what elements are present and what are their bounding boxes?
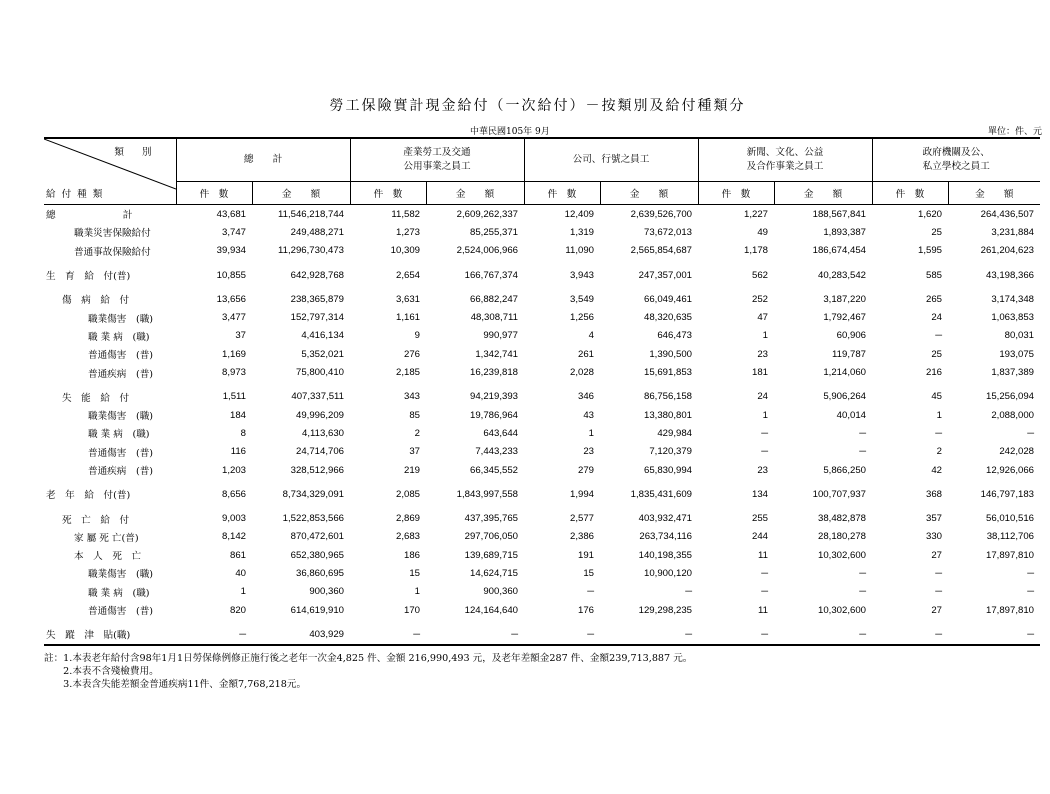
row-label: 老 年 給 付(普) [46, 490, 131, 502]
count-cell: ─ [935, 330, 942, 342]
corner-category-label: 類別 [114, 147, 170, 158]
amount-cell: 1,893,387 [823, 226, 866, 238]
count-cell: 255 [751, 513, 768, 525]
amount-cell: 14,624,715 [469, 567, 518, 579]
footnote-line: 3.本表含失能差額金普通疾病11件、金額7,768,218元。 [44, 679, 307, 690]
table-row [44, 583, 1040, 601]
count-cell: ─ [176, 625, 252, 644]
amount-cell: 140,198,355 [638, 549, 692, 561]
count-cell: 43 [583, 409, 594, 421]
amount-cell: 3,231,884 [991, 226, 1034, 238]
amount-cell: 247,357,001 [638, 269, 692, 281]
count-cell: 134 [751, 488, 768, 500]
amount-cell: 2,088,000 [991, 409, 1034, 421]
count-cell: 585 [925, 269, 942, 281]
report-period: 中華民國105年 9月 [470, 127, 550, 137]
amount-cell: 2,609,262,337 [456, 208, 518, 220]
row-label: 傷 病 給 付 [62, 295, 130, 307]
amount-cell: 36,860,695 [295, 567, 344, 579]
count-cell: 2,654 [395, 269, 420, 281]
amount-cell: 66,882,247 [469, 293, 518, 305]
count-cell: 1,169 [221, 348, 246, 360]
count-cell: 357 [925, 513, 942, 525]
count-cell: 562 [751, 269, 768, 281]
count-cell: ─ [761, 567, 768, 579]
table-row [44, 601, 1040, 619]
amount-cell: 16,239,818 [469, 367, 518, 379]
footnotes [44, 652, 692, 691]
amount-cell: 119,787 [832, 348, 866, 360]
amount-cell: 12,926,066 [985, 464, 1034, 476]
table-row [44, 290, 1040, 308]
count-cell: 49 [757, 226, 768, 238]
table-row [44, 564, 1040, 582]
amount-cell: 263,734,116 [639, 531, 692, 543]
amount-cell: 94,219,393 [469, 391, 518, 403]
count-cell: 3,943 [569, 269, 594, 281]
count-cell: 1 [414, 586, 420, 598]
count-cell: 3,477 [221, 312, 246, 324]
count-cell: 276 [403, 348, 420, 360]
count-header: 件 數 [524, 182, 600, 205]
amount-cell: 5,906,264 [823, 391, 866, 403]
table-row [44, 308, 1040, 326]
amount-cell: 643,644 [483, 427, 518, 439]
count-cell: 8 [240, 427, 246, 439]
table-row [44, 363, 1040, 381]
amount-cell: 129,298,235 [638, 604, 692, 616]
amount-cell: 10,900,120 [643, 567, 692, 579]
count-cell: 186 [403, 549, 420, 561]
count-cell: 1 [240, 586, 246, 598]
count-cell: 23 [583, 446, 594, 458]
table-row [44, 509, 1040, 527]
row-label: 職業傷害 (職) [88, 411, 154, 423]
amount-cell: 429,984 [657, 427, 692, 439]
table-row [44, 461, 1040, 479]
count-header: 件 數 [698, 182, 774, 205]
count-cell: 11 [758, 604, 768, 616]
amount-cell: 249,488,271 [290, 226, 344, 238]
count-cell: ─ [935, 427, 942, 439]
amount-cell: 1,522,853,566 [282, 513, 344, 525]
count-cell: 1,319 [569, 226, 594, 238]
amount-cell: 5,866,250 [823, 464, 866, 476]
count-cell: 42 [931, 464, 942, 476]
amount-cell: 642,928,768 [290, 269, 344, 281]
count-cell: 1,203 [221, 464, 246, 476]
count-header: 件 數 [350, 182, 426, 205]
count-cell: 27 [931, 549, 942, 561]
row-label: 普通疾病 (普) [88, 466, 154, 477]
count-cell: 4 [588, 330, 594, 342]
amount-cell: 146,797,183 [980, 488, 1034, 500]
table-row [44, 406, 1040, 424]
table-row [44, 485, 1040, 503]
corner-payment-label: 給付種類 [46, 189, 109, 200]
count-cell: 346 [577, 391, 594, 403]
count-cell: 24 [931, 312, 942, 324]
amount-cell: 24,714,706 [295, 446, 344, 458]
amount-cell: 17,897,810 [985, 549, 1034, 561]
count-cell: 25 [931, 348, 942, 360]
amount-cell: 80,031 [1004, 330, 1034, 342]
amount-cell: 646,473 [657, 330, 692, 342]
group-header: 總 計 [176, 138, 350, 182]
group-header: 政府機關及公、 私立學校之員工 [872, 138, 1040, 182]
row-label: 生 育 給 付(普) [46, 271, 131, 283]
group-header: 新聞、文化、公益 及合作事業之員工 [698, 138, 872, 182]
unit-label: 單位：件、元 [987, 127, 1042, 137]
amount-cell: 10,302,600 [817, 549, 866, 561]
amount-header: 金 額 [774, 182, 872, 205]
count-cell: 1 [762, 409, 768, 421]
amount-cell: 40,014 [836, 409, 866, 421]
footnote-line: 2.本表不含殘檢費用。 [44, 666, 159, 677]
amount-cell: ─ [859, 446, 866, 458]
amount-cell: 152,797,314 [290, 312, 344, 324]
amount-cell: 2,565,854,687 [630, 245, 692, 257]
amount-cell: 5,352,021 [301, 348, 344, 360]
row-label: 本 人 死 亡 [74, 551, 142, 563]
count-cell: 265 [925, 293, 942, 305]
row-label: 死 亡 給 付 [62, 514, 130, 526]
benefits-table [44, 137, 1040, 646]
count-cell: 191 [577, 549, 594, 561]
amount-cell: 73,672,013 [643, 226, 692, 238]
row-label: 普通傷害 (普) [88, 350, 154, 362]
amount-cell: 186,674,454 [812, 245, 866, 257]
count-cell: 9 [414, 330, 420, 342]
report-title: 勞工保險實計現金給付（一次給付）－按類別及給付種類分 [329, 98, 746, 114]
count-cell: 820 [229, 604, 246, 616]
amount-cell: 85,255,371 [469, 226, 518, 238]
amount-cell: 1,063,853 [991, 312, 1034, 324]
count-cell: 15 [583, 567, 594, 579]
table-row [44, 266, 1040, 284]
count-cell: 1,994 [569, 488, 594, 500]
amount-cell: ─ [1027, 427, 1034, 439]
amount-cell: 7,443,233 [475, 446, 518, 458]
amount-cell: 10,302,600 [817, 604, 866, 616]
count-cell: 27 [931, 604, 942, 616]
amount-cell: 38,112,706 [986, 531, 1034, 543]
count-cell: ─ [524, 625, 600, 644]
amount-cell: 2,524,006,966 [456, 245, 518, 257]
count-cell: 330 [925, 531, 942, 543]
amount-cell: 870,472,601 [290, 531, 344, 543]
count-cell: 23 [757, 348, 768, 360]
amount-cell: 11,296,730,473 [278, 245, 344, 257]
table-row [44, 205, 1040, 224]
amount-cell: 3,174,348 [991, 293, 1034, 305]
count-cell: 8,142 [221, 531, 246, 543]
row-label: 職 業 病 (職) [88, 587, 150, 599]
count-cell: ─ [587, 586, 594, 598]
amount-header: 金 額 [426, 182, 524, 205]
count-cell: ─ [761, 586, 768, 598]
count-cell: 252 [751, 293, 768, 305]
count-cell: 10,309 [390, 245, 420, 257]
count-cell: 8,973 [221, 367, 246, 379]
amount-cell: 13,380,801 [643, 409, 692, 421]
count-cell: 24 [757, 391, 768, 403]
amount-cell: 2,639,526,700 [630, 208, 692, 220]
amount-cell: 60,906 [836, 330, 866, 342]
amount-cell: ─ [774, 625, 872, 644]
count-cell: 11,090 [565, 245, 594, 257]
count-cell: 37 [409, 446, 420, 458]
count-cell: ─ [935, 567, 942, 579]
amount-cell: ─ [685, 586, 692, 598]
count-cell: 219 [403, 464, 420, 476]
amount-cell: 3,187,220 [823, 293, 866, 305]
count-cell: 1,273 [395, 226, 420, 238]
row-label: 失 蹤 津 貼(職) [44, 625, 176, 644]
count-cell: 11 [758, 549, 768, 561]
count-cell: 2,683 [395, 531, 420, 543]
amount-cell: 75,800,410 [295, 367, 344, 379]
count-cell: 43,681 [216, 208, 246, 220]
amount-cell: 4,113,630 [302, 427, 344, 439]
count-cell: 1,256 [569, 312, 594, 324]
row-label: 家 屬 死 亡(普) [74, 532, 139, 544]
amount-header: 金 額 [600, 182, 698, 205]
count-cell: 1,595 [917, 245, 942, 257]
amount-cell: 11,546,218,744 [278, 208, 344, 220]
amount-cell: 19,786,964 [469, 409, 518, 421]
amount-cell: 49,996,209 [295, 409, 344, 421]
table-row [44, 327, 1040, 345]
count-cell: 181 [751, 367, 768, 379]
count-cell: 116 [230, 446, 246, 458]
amount-cell: 188,567,841 [812, 208, 866, 220]
count-cell: ─ [350, 625, 426, 644]
count-cell: ─ [761, 446, 768, 458]
row-label: 普通傷害 (普) [88, 447, 154, 459]
amount-cell: 40,283,542 [817, 269, 866, 281]
count-cell: 15 [409, 567, 420, 579]
amount-cell: ─ [1027, 586, 1034, 598]
count-cell: 2,185 [395, 367, 420, 379]
count-cell: 3,549 [569, 293, 594, 305]
group-header: 產業勞工及交通 公用事業之員工 [350, 138, 524, 182]
amount-cell: 7,120,379 [649, 446, 692, 458]
amount-cell: ─ [859, 427, 866, 439]
amount-cell: 15,691,853 [643, 367, 692, 379]
count-cell: ─ [872, 625, 948, 644]
count-cell: 85 [409, 409, 420, 421]
count-cell: 40 [235, 567, 246, 579]
count-cell: 25 [931, 226, 942, 238]
count-cell: 2 [414, 427, 420, 439]
amount-cell: 4,416,134 [301, 330, 344, 342]
count-cell: 10,855 [216, 269, 246, 281]
footnote-line: 註：1.本表老年給付含98年1月1日勞保條例修正施行後之老年一次金4,825 件、金額 216,990,493 元，及老年差額金287 件、金額239,713,887 元。 [44, 653, 693, 664]
count-cell: 23 [757, 464, 768, 476]
row-label: 總 計 [46, 210, 133, 222]
amount-cell: 66,345,552 [469, 464, 518, 476]
count-cell: 9,003 [221, 513, 246, 525]
amount-cell: 65,830,994 [643, 464, 692, 476]
table-row [44, 242, 1040, 260]
amount-cell: 403,929 [252, 625, 350, 644]
count-cell: 2,028 [569, 367, 594, 379]
count-cell: 368 [925, 488, 942, 500]
amount-cell: 48,320,635 [643, 312, 692, 324]
count-cell: 1,227 [743, 208, 768, 220]
count-cell: ─ [698, 625, 774, 644]
row-label: 職業災害保險給付 [74, 228, 151, 240]
count-cell: 1,178 [743, 245, 768, 257]
table-row [44, 625, 1040, 644]
amount-cell: 403,932,471 [638, 513, 692, 525]
count-cell: 1 [936, 409, 942, 421]
count-cell: 2 [936, 446, 942, 458]
amount-cell: ─ [859, 586, 866, 598]
count-cell: ─ [761, 427, 768, 439]
amount-cell: 28,180,278 [817, 531, 866, 543]
count-cell: 8,656 [221, 488, 246, 500]
count-cell: 11,582 [391, 208, 420, 220]
count-cell: 170 [403, 604, 420, 616]
count-cell: 12,409 [564, 208, 594, 220]
count-cell: 1,620 [917, 208, 942, 220]
row-label: 職業傷害 (職) [88, 569, 154, 581]
amount-cell: 407,337,511 [291, 391, 344, 403]
count-cell: 3,631 [395, 293, 420, 305]
amount-cell: 139,689,715 [464, 549, 518, 561]
row-label: 職 業 病 (職) [88, 331, 150, 343]
amount-cell: 100,707,937 [812, 488, 866, 500]
count-cell: 2,869 [395, 513, 420, 525]
amount-cell: 48,308,711 [470, 312, 518, 324]
table-row [44, 223, 1040, 241]
count-cell: 176 [577, 604, 594, 616]
count-cell: 2,386 [569, 531, 594, 543]
count-cell: 244 [751, 531, 768, 543]
amount-cell: 8,734,329,091 [282, 488, 344, 500]
amount-cell: ─ [426, 625, 524, 644]
amount-cell: 1,390,500 [649, 348, 692, 360]
amount-cell: 328,512,966 [290, 464, 344, 476]
amount-cell: 614,619,910 [290, 604, 344, 616]
count-cell: 37 [235, 330, 246, 342]
amount-cell: 652,380,965 [290, 549, 344, 561]
count-cell: 261 [577, 348, 594, 360]
amount-cell: 1,835,431,609 [630, 488, 692, 500]
amount-cell: 261,204,623 [980, 245, 1034, 257]
count-cell: 2,577 [569, 513, 594, 525]
row-label: 普通傷害 (普) [88, 606, 154, 618]
count-cell: 1 [588, 427, 594, 439]
count-cell: 216 [925, 367, 942, 379]
amount-cell: 66,049,461 [643, 293, 692, 305]
amount-cell: 264,436,507 [980, 208, 1034, 220]
table-row [44, 528, 1040, 546]
amount-cell: 1,342,741 [475, 348, 518, 360]
amount-cell: 297,706,050 [464, 531, 518, 543]
count-cell: 343 [403, 391, 420, 403]
row-label: 失 能 給 付 [62, 392, 130, 404]
amount-cell: ─ [948, 625, 1040, 644]
row-label: 普通事故保險給付 [74, 246, 151, 258]
amount-cell: 86,756,158 [643, 391, 692, 403]
amount-cell: ─ [1027, 567, 1034, 579]
count-cell: 13,656 [216, 293, 246, 305]
row-label: 職業傷害 (職) [88, 313, 154, 325]
amount-cell: 124,164,640 [464, 604, 518, 616]
count-cell: 1 [762, 330, 768, 342]
table-row [44, 388, 1040, 406]
table-row [44, 345, 1040, 363]
amount-header: 金 額 [252, 182, 350, 205]
count-header: 件 數 [872, 182, 948, 205]
amount-cell: 242,028 [999, 446, 1034, 458]
count-cell: 279 [577, 464, 594, 476]
count-cell: 47 [757, 312, 768, 324]
amount-cell: 437,395,765 [464, 513, 518, 525]
count-cell: 2,085 [395, 488, 420, 500]
amount-cell: 1,843,997,558 [456, 488, 518, 500]
row-label: 普通疾病 (普) [88, 368, 154, 380]
amount-cell: 1,214,060 [823, 367, 866, 379]
amount-cell: 900,360 [483, 586, 518, 598]
amount-cell: 15,256,094 [985, 391, 1034, 403]
count-cell: 3,747 [221, 226, 246, 238]
table-row [44, 424, 1040, 442]
amount-cell: ─ [859, 567, 866, 579]
amount-cell: 900,360 [309, 586, 344, 598]
count-cell: 1,161 [395, 312, 420, 324]
amount-cell: 193,075 [999, 348, 1034, 360]
amount-cell: 38,482,878 [817, 513, 866, 525]
count-cell: 1,511 [222, 391, 246, 403]
count-cell: 39,934 [216, 245, 246, 257]
group-header: 公司、行號之員工 [524, 138, 698, 182]
amount-cell: 990,977 [483, 330, 518, 342]
amount-cell: ─ [600, 625, 698, 644]
row-label: 職 業 病 (職) [88, 429, 150, 441]
count-cell: 184 [229, 409, 246, 421]
count-cell: 45 [931, 391, 942, 403]
amount-cell: 238,365,879 [290, 293, 344, 305]
amount-cell: 166,767,374 [464, 269, 518, 281]
table-row [44, 443, 1040, 461]
amount-cell: 56,010,516 [985, 513, 1034, 525]
amount-header: 金 額 [948, 182, 1040, 205]
amount-cell: 17,897,810 [985, 604, 1034, 616]
count-header: 件 數 [176, 182, 252, 205]
count-cell: 861 [229, 549, 246, 561]
amount-cell: 43,198,366 [985, 269, 1034, 281]
amount-cell: 1,792,467 [823, 312, 866, 324]
table-row [44, 546, 1040, 564]
header-corner [44, 138, 176, 205]
count-cell: ─ [935, 586, 942, 598]
amount-cell: 1,837,389 [991, 367, 1034, 379]
